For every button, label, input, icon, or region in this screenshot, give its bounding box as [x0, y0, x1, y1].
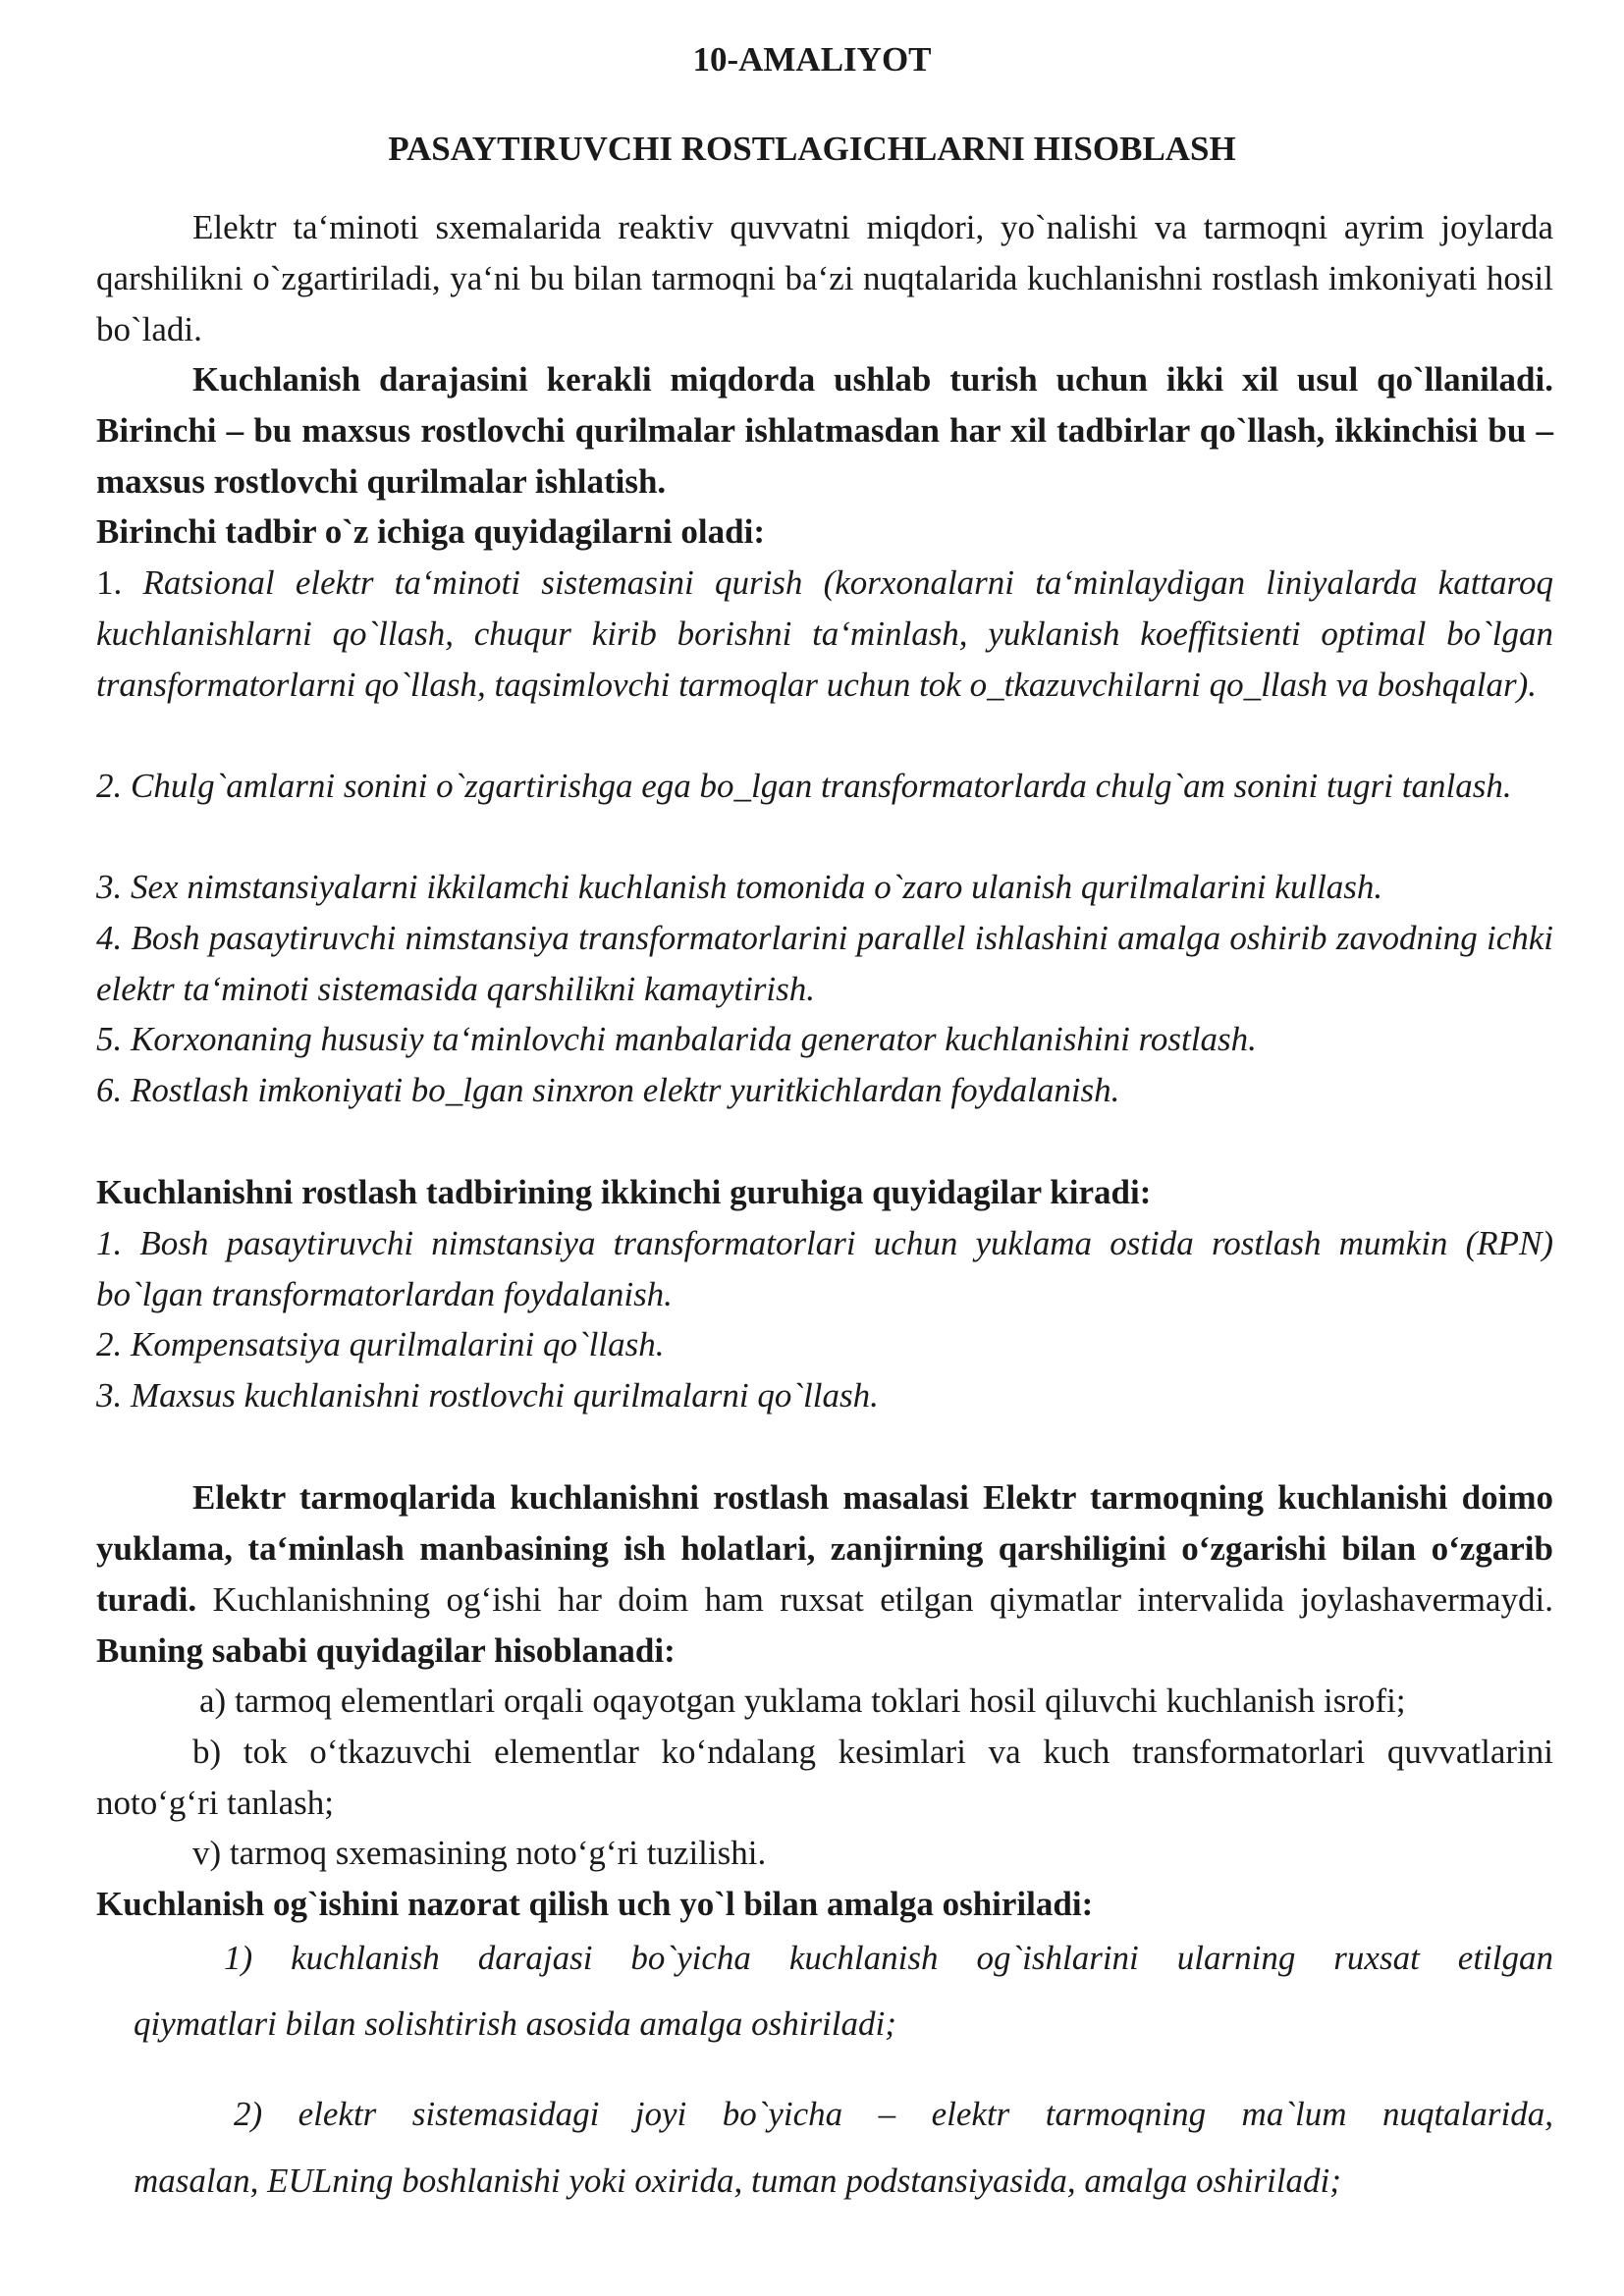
- page-title: PASAYTIRUVCHI ROSTLAGICHLARNI HISOBLASH: [388, 130, 1236, 168]
- problem-reasons-lead: Buning sababi quyidagilar hisoblanadi:: [96, 1631, 676, 1670]
- first-group-item-6: 6. Rostlash imkoniyati bo_lgan sinxron elektr yuritkichlardan foydalanish.: [96, 1071, 1120, 1109]
- second-group-item-2: 2. Kompensatsiya qurilmalarini qo`llash.: [96, 1325, 665, 1363]
- second-group-item-1: 1. Bosh pasaytiruvchi nimstansiya transformatorlari uchun yuklama ostida rostlash mumkin (RPN) bo`lgan transformatorlardan foydalanish.: [96, 1224, 1553, 1313]
- first-group-heading: Birinchi tadbir o`z ichiga quyidagilarni oladi:: [96, 512, 765, 551]
- second-group-item-3: 3. Maxsus kuchlanishni rostlovchi qurilmalarni qo`llash.: [96, 1376, 879, 1415]
- first-group-item-5: 5. Korxonaning hususiy taʻminlovchi manbalarida generator kuchlanishini rostlash.: [96, 1020, 1257, 1058]
- item-text: Ratsional elektr taʻminoti sistemasini qurish (korxonalarni taʻminlaydigan liniyalarda kattaroq kuchlanishlarni qo`llash, chuqur kirib borishni taʻminlash, yuklanish koeffitsienti optimal bo`lgan transformatorlarni qo`llash, taqsimlovchi tarmoqlar uchun tok o_tkazuvchilarni qo_llash va boshqalar).: [96, 563, 1554, 704]
- reason-b: b) tok oʻtkazuvchi elementlar koʻndalang kesimlari va kuch transformatorlari quvvatlarini notoʻgʻri tanlash;: [96, 1733, 1553, 1822]
- first-group-item-1: [96, 558, 1553, 711]
- practice-number: 10-AMALIYOT: [692, 40, 932, 79]
- reason-v: v) tarmoq sxemasining notoʻgʻri tuzilishi.: [192, 1834, 767, 1872]
- first-group-item-4: 4. Bosh pasaytiruvchi nimstansiya transformatorlarini parallel ishlashini amalga oshirib zavodning ichki elektr taʻminoti sistemasida qarshilikni kamaytirish.: [96, 919, 1553, 1008]
- problem-text: Kuchlanishning ogʻishi har doim ham ruxsat etilgan qiymatlar intervalida joylashavermaydi.: [196, 1580, 1553, 1619]
- control-item-1-line-2: qiymatlari bilan solishtirish asosida amalga oshiriladi;: [134, 2004, 896, 2043]
- intro-paragraph: Elektr taʻminoti sxemalarida reaktiv quvvatni miqdori, yo`nalishi va tarmoqni ayrim joylarda qarshilikni o`zgartiriladi, yaʻni bu bilan tarmoqni baʻzi nuqtalarida kuchlanishni rostlash imkoniyati hosil bo`ladi.: [96, 208, 1553, 348]
- control-item-2-line-1: 2) elektr sistemasidagi joyi bo`yicha – elektr tarmoqning ma`lum nuqtalarida,: [234, 2095, 1553, 2133]
- reason-a: a) tarmoq elementlari orqali oqayotgan yuklama toklari hosil qiluvchi kuchlanish isrofi;: [199, 1682, 1406, 1720]
- second-group-heading: Kuchlanishni rostlash tadbirining ikkinchi guruhiga quyidagilar kiradi:: [96, 1173, 1152, 1211]
- problem-paragraph: [96, 1472, 1553, 1677]
- problem-bold: Elektr tarmoqlarida kuchlanishni rostlash masalasi Elektr tarmoqning kuchlanishi doimo yuklama, taʻminlash manbasining ish holatlari, zanjirning qarshiligini oʻzgarishi bilan oʻzgarib turadi.: [96, 1478, 1553, 1619]
- item-number: 1.: [96, 563, 123, 602]
- control-item-1-line-1: 1) kuchlanish darajasi bo`yicha kuchlanish og`ishlarini ularning ruxsat etilgan: [224, 1939, 1553, 1977]
- first-group-item-2: 2. Chulg`amlarni sonini o`zgartirishga ega bo_lgan transformatorlarda chulg`am sonini tugri tanlash.: [96, 767, 1512, 805]
- methods-paragraph: Kuchlanish darajasini kerakli miqdorda ushlab turish uchun ikki xil usul qo`llaniladi. Birinchi – bu maxsus rostlovchi qurilmalar ishlatmasdan har xil tadbirlar qo`llash, ikkinchisi bu – maxsus rostlovchi qurilmalar ishlatish.: [96, 360, 1553, 501]
- control-heading: Kuchlanish og`ishini nazorat qilish uch yo`l bilan amalga oshiriladi:: [96, 1885, 1094, 1923]
- first-group-item-3: 3. Sex nimstansiyalarni ikkilamchi kuchlanish tomonida o`zaro ulanish qurilmalarini kullash.: [96, 868, 1383, 906]
- control-item-2-line-2: masalan, EULning boshlanishi yoki oxirida, tuman podstansiyasida, amalga oshiriladi;: [134, 2162, 1341, 2200]
